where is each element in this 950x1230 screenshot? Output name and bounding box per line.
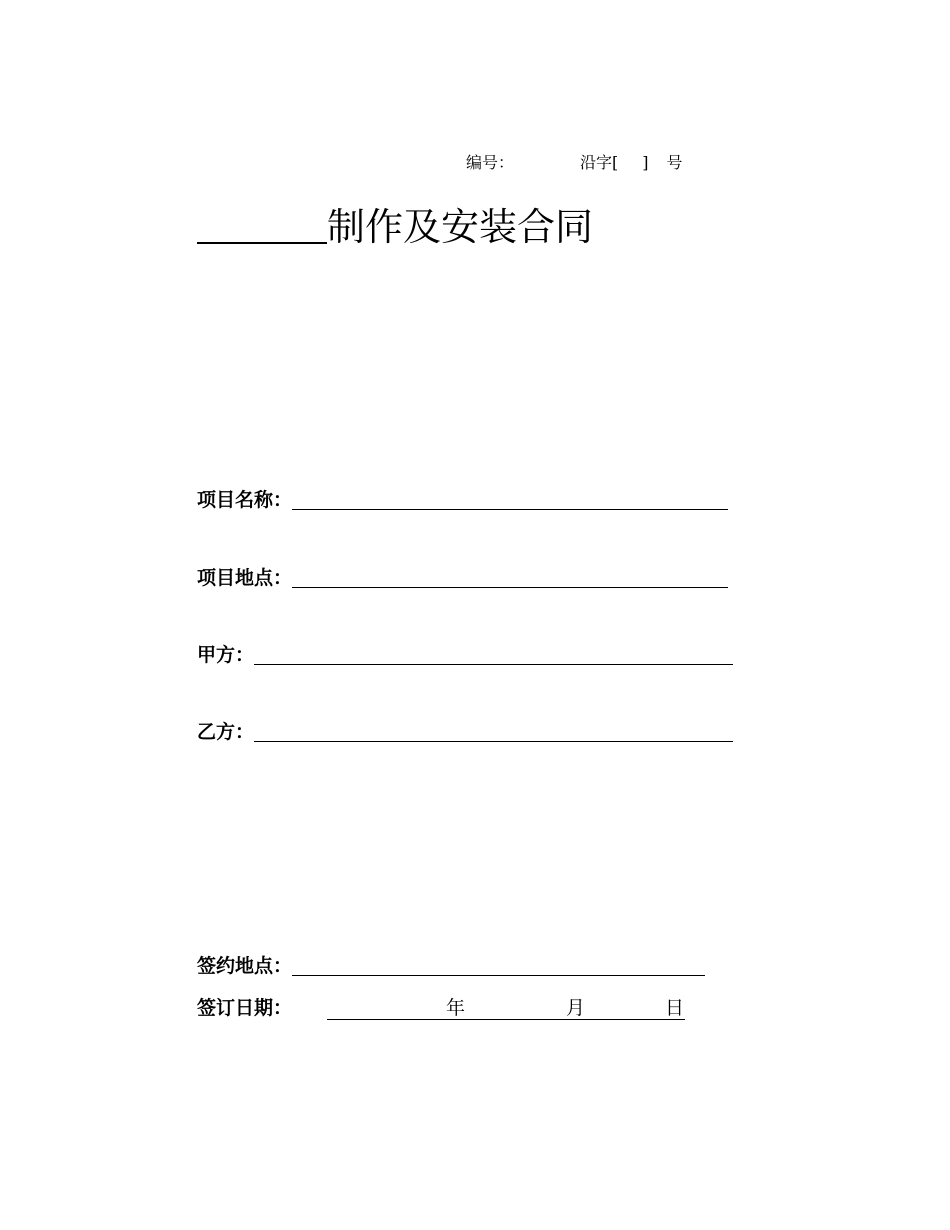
field-project-location: [197, 564, 728, 590]
project-location-label: 项目地点：: [197, 567, 293, 589]
date-day-unit: 日: [665, 997, 685, 1019]
field-signing-place: [197, 952, 705, 978]
contract-title: [197, 200, 593, 250]
signing-place-label: 签约地点：: [197, 955, 293, 977]
party-a-label: 甲方：: [197, 644, 255, 666]
date-year-unit: 年: [446, 997, 466, 1019]
party-b-input-line[interactable]: [254, 721, 733, 742]
contract-number-line: [466, 153, 683, 173]
field-signing-date: [197, 992, 685, 1020]
number-suffix: 号: [666, 153, 683, 172]
title-blank-line[interactable]: [197, 202, 327, 244]
project-name-input-line[interactable]: [292, 489, 728, 510]
number-label: 编号：: [466, 153, 515, 172]
title-text: 制作及安装合同: [327, 205, 594, 249]
field-party-a: [197, 641, 733, 667]
project-location-input-line[interactable]: [292, 567, 728, 588]
field-project-name: [197, 486, 728, 512]
number-bracket-close: ]: [642, 153, 649, 172]
project-name-label: 项目名称：: [197, 489, 293, 511]
field-party-b: [197, 718, 733, 744]
party-b-label: 乙方：: [197, 721, 255, 743]
signing-date-label: 签订日期：: [197, 997, 293, 1019]
party-a-input-line[interactable]: [254, 644, 733, 665]
signing-place-input-line[interactable]: [292, 955, 705, 976]
number-prefix: 沿字[: [580, 153, 619, 172]
signing-date-input-line[interactable]: [327, 995, 685, 1020]
date-month-unit: 月: [566, 997, 586, 1019]
